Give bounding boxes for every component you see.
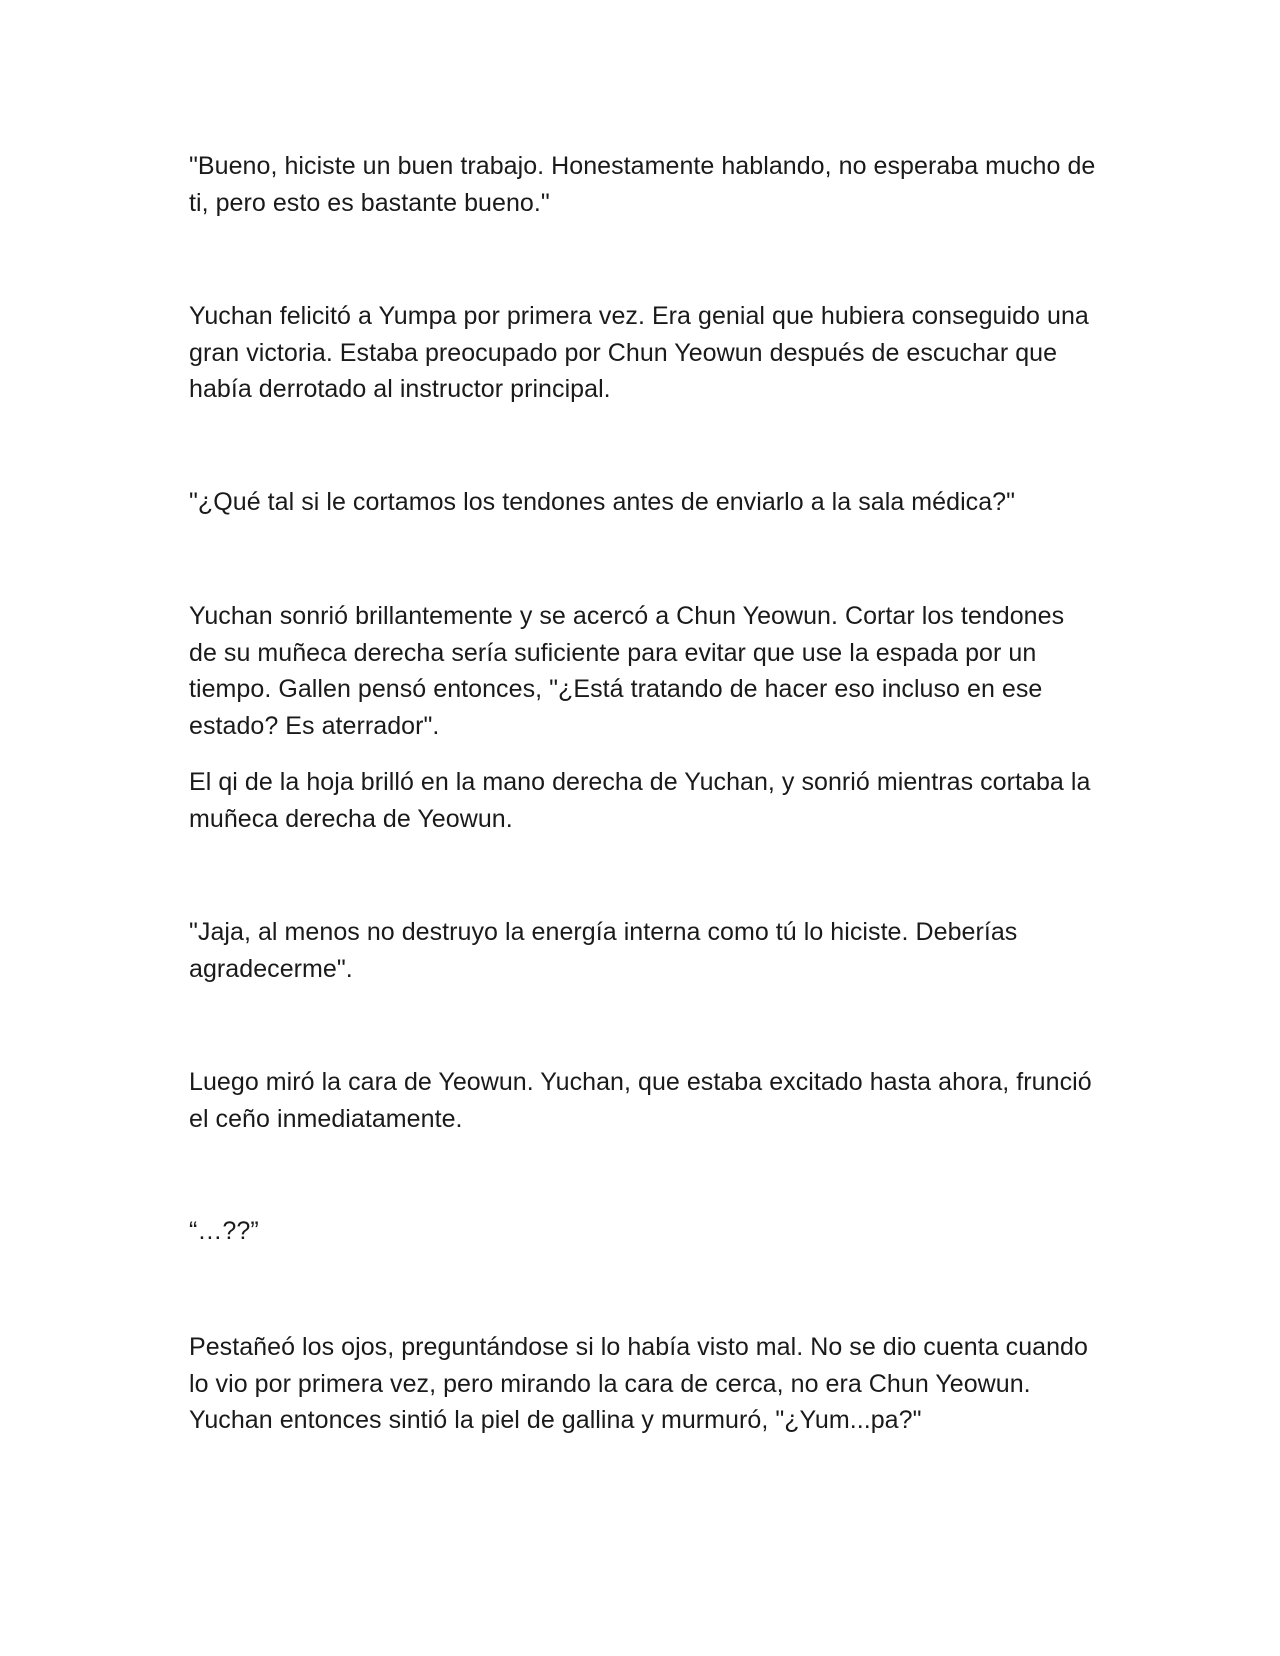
paragraph-narration-4: Luego miró la cara de Yeowun. Yuchan, que estaba excitado hasta ahora, frunció el ceño inmediatamente.: [189, 1068, 1092, 1133]
paragraph-narration-3: El qi de la hoja brilló en la mano derecha de Yuchan, y sonrió mientras cortaba la muñeca derecha de Yeowun.: [189, 768, 1091, 833]
paragraph-dialogue-3: "Jaja, al menos no destruyo la energía interna como tú lo hiciste. Deberías agradecerme".: [189, 918, 1018, 983]
paragraph-dialogue-1: "Bueno, hiciste un buen trabajo. Honestamente hablando, no esperaba mucho de ti, pero esto es bastante bueno.": [189, 152, 1096, 217]
paragraph-narration-2: Yuchan sonrió brillantemente y se acercó a Chun Yeowun. Cortar los tendones de su muñeca derecha sería suficiente para evitar que use la espada por un tiempo. Gallen pensó entonces, "¿Está tratando de hacer eso incluso en ese estado? Es aterrador".: [189, 602, 1065, 740]
paragraph-narration-1: Yuchan felicitó a Yumpa por primera vez. Era genial que hubiera conseguido una gran victoria. Estaba preocupado por Chun Yeowun después de escuchar que había derrotado al instructor principal.: [189, 302, 1089, 403]
paragraph-narration-5: Pestañeó los ojos, preguntándose si lo había visto mal. No se dio cuenta cuando lo vio por primera vez, pero mirando la cara de cerca, no era Chun Yeowun. Yuchan entonces sintió la piel de gallina y murmuró, "¿Yum...pa?": [189, 1333, 1088, 1434]
paragraph-dialogue-2: "¿Qué tal si le cortamos los tendones antes de enviarlo a la sala médica?": [189, 488, 1016, 516]
paragraph-dialogue-4: “…??”: [189, 1217, 259, 1245]
